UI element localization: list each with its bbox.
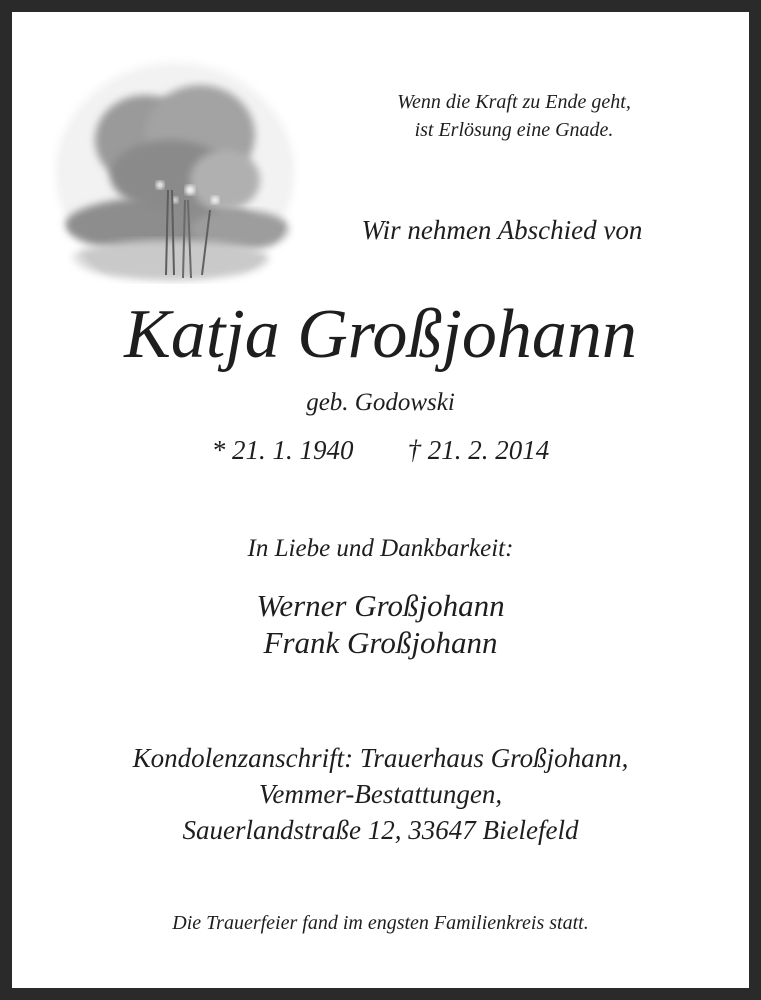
motto-quote <box>330 88 698 144</box>
address-line-1: Kondolenzanschrift: Trauerhaus Großjohann, <box>132 743 629 773</box>
address-line-3: Sauerlandstraße 12, 33647 Bielefeld <box>182 815 579 845</box>
birth-date: * 21. 1. 1940 <box>211 435 354 465</box>
address-line-2: Vemmer-Bestattungen, <box>258 779 503 809</box>
thanks-heading: In Liebe und Dankbarkeit: <box>247 535 514 562</box>
intro-text: Wir nehmen Abschied von <box>361 215 643 245</box>
tree-illustration-icon <box>50 50 300 290</box>
death-date: † 21. 2. 2014 <box>407 435 550 465</box>
deceased-name: Katja Großjohann <box>124 296 637 373</box>
maiden-name: geb. Godowski <box>306 389 455 416</box>
condolence-address <box>12 740 749 848</box>
obituary-notice <box>12 12 749 988</box>
motto-line-2: ist Erlösung eine Gnade. <box>414 119 614 141</box>
footer-note: Die Trauerfeier fand im engsten Familienkreis statt. <box>172 912 589 934</box>
mourner-name: Werner Großjohann <box>256 588 505 623</box>
mourners-list <box>12 587 749 661</box>
motto-line-1: Wenn die Kraft zu Ende geht, <box>397 91 631 113</box>
mourner-name: Frank Großjohann <box>263 625 498 660</box>
life-dates <box>12 433 749 467</box>
